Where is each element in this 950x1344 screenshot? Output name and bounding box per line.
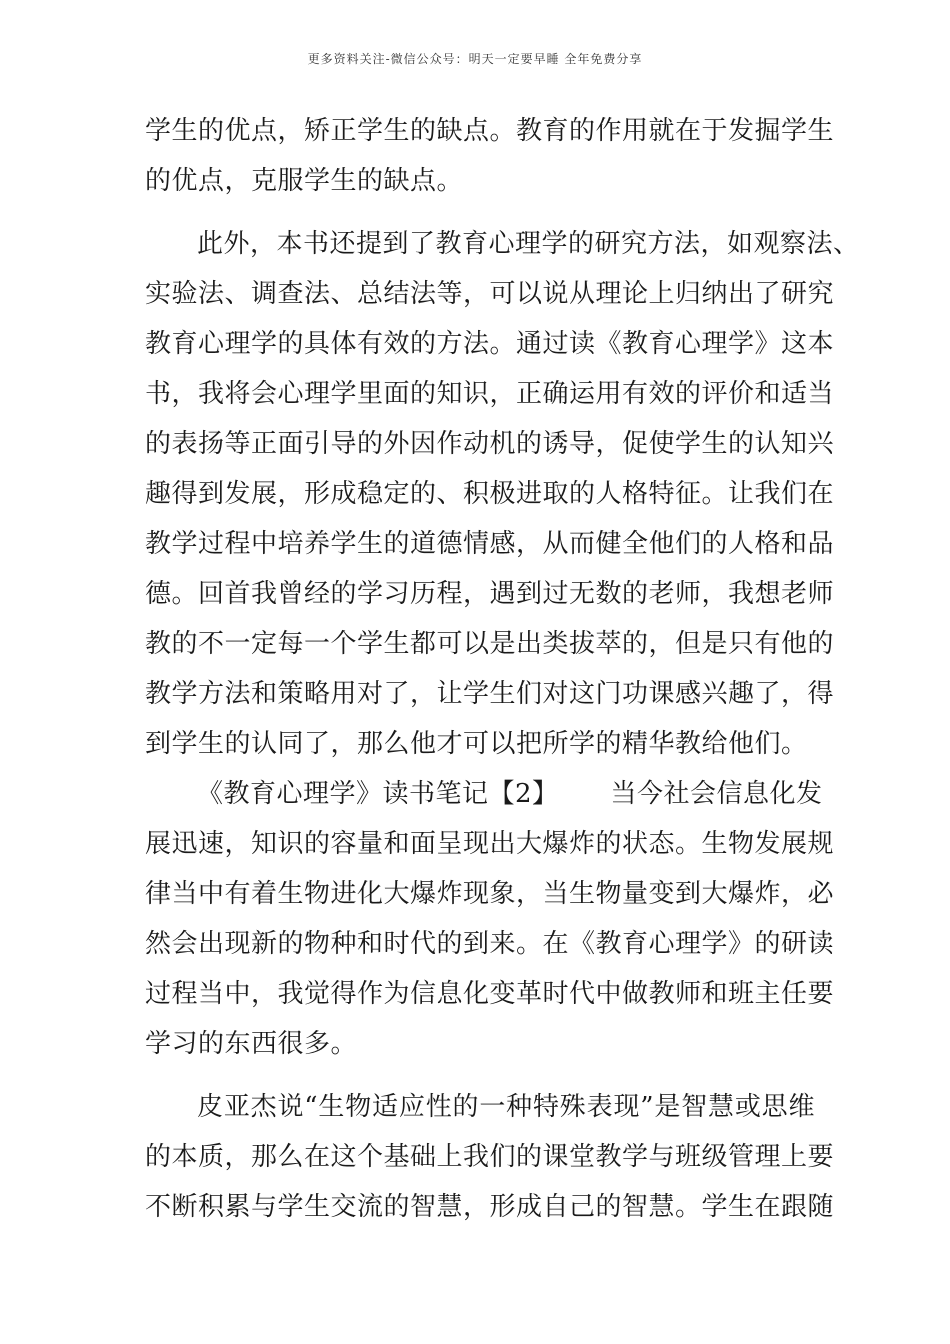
text-line: 教的不一定每一个学生都可以是出类拔萃的，但是只有他的	[145, 629, 835, 659]
text-fragment: 当今社会信息化发	[610, 779, 823, 809]
text-line: 德。回首我曾经的学习历程，遇到过无数的老师，我想老师	[145, 579, 835, 609]
text-line: 的本质，那么在这个基础上我们的课堂教学与班级管理上要	[145, 1142, 835, 1172]
text-line: 趣得到发展，形成稳定的、积极进取的人格特征。让我们在	[145, 479, 835, 509]
text-line: 的优点，克服学生的缺点。	[145, 166, 464, 196]
paragraph	[145, 219, 860, 769]
text-line: 书，我将会心理学里面的知识，正确运用有效的评价和适当	[145, 379, 835, 409]
paragraph	[145, 106, 835, 206]
paragraph	[145, 769, 835, 1069]
text-line: 皮亚杰说“生物适应性的一种特殊表现”是智慧或思维	[197, 1092, 815, 1122]
text-line: 然会出现新的物种和时代的到来。在《教育心理学》的研读	[145, 929, 835, 959]
page-header-note: 更多资料关注-微信公众号：明天一定要早睡 全年免费分享	[307, 52, 643, 66]
paragraph	[145, 1082, 835, 1232]
text-line: 到学生的认同了，那么他才可以把所学的精华教给他们。	[145, 729, 808, 759]
text-line: 实验法、调查法、总结法等，可以说从理论上归纳出了研究	[145, 279, 835, 309]
document-body	[145, 106, 860, 1232]
text-line: 展迅速，知识的容量和面呈现出大爆炸的状态。生物发展规	[145, 829, 835, 859]
text-line: 学生的优点，矫正学生的缺点。教育的作用就在于发掘学生	[145, 116, 835, 146]
text-line	[145, 769, 823, 819]
section-title: 《教育心理学》读书笔记【2】	[197, 779, 559, 809]
text-line: 教学过程中培养学生的道德情感，从而健全他们的人格和品	[145, 529, 835, 559]
text-line: 律当中有着生物进化大爆炸现象，当生物量变到大爆炸，必	[145, 879, 835, 909]
text-line: 教育心理学的具体有效的方法。通过读《教育心理学》这本	[145, 329, 835, 359]
text-line: 学习的东西很多。	[145, 1029, 358, 1059]
text-line: 不断积累与学生交流的智慧，形成自己的智慧。学生在跟随	[145, 1192, 835, 1222]
text-line: 教学方法和策略用对了，让学生们对这门功课感兴趣了，得	[145, 679, 835, 709]
text-line: 过程当中，我觉得作为信息化变革时代中做教师和班主任要	[145, 979, 835, 1009]
text-line: 此外，本书还提到了教育心理学的研究方法，如观察法、	[197, 229, 860, 259]
text-line: 的表扬等正面引导的外因作动机的诱导，促使学生的认知兴	[145, 429, 835, 459]
